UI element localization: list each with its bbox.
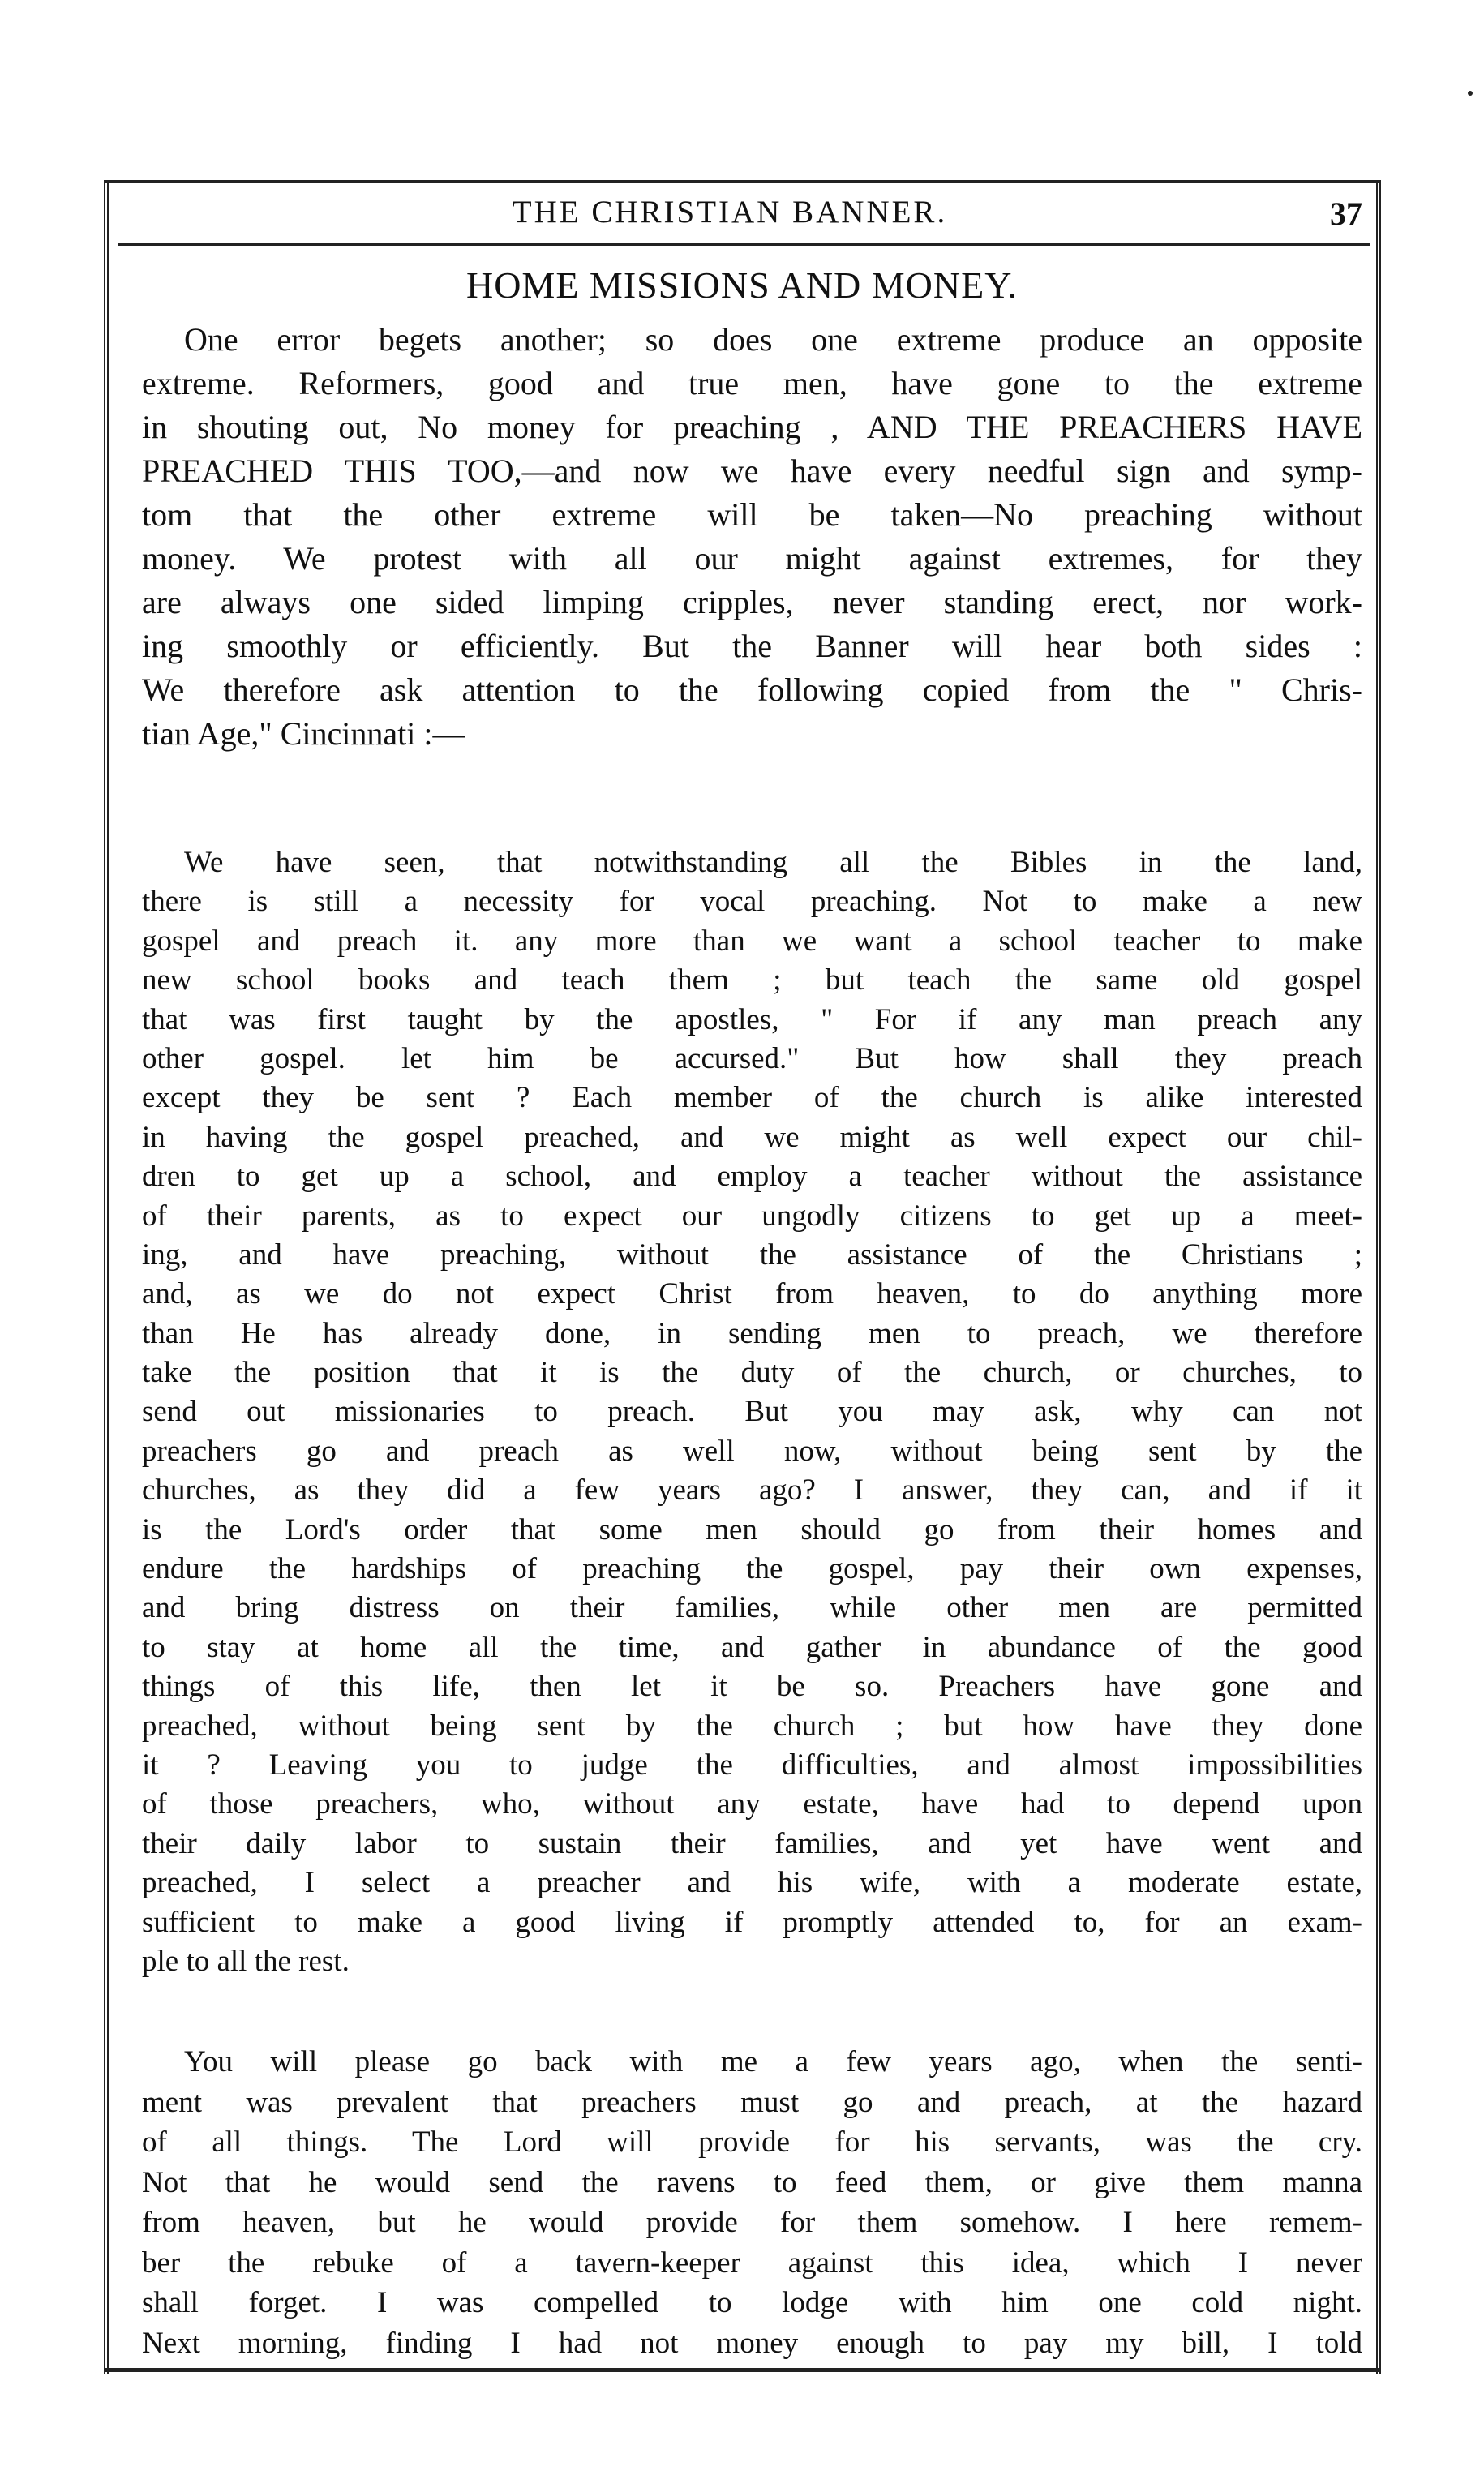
bottom-rule (104, 2368, 1381, 2372)
text-line: Next morning, finding I had not money enough to pay my bill, I told (142, 2326, 1362, 2360)
text-line: in shouting out, No money for preaching , AND THE PREACHERS HAVE (142, 409, 1362, 445)
text-line: are always one sided limping cripples, never standing erect, nor work- (142, 584, 1362, 620)
text-line: in having the gospel preached, and we might as well expect our chil- (142, 1120, 1362, 1154)
text-line: We therefore ask attention to the following copied from the " Chris- (142, 671, 1362, 708)
text-line: shall forget. I was compelled to lodge with him one cold night. (142, 2286, 1362, 2319)
text-line: of their parents, as to expect our ungodly citizens to get up a meet- (142, 1199, 1362, 1233)
text-line: Not that he would send the ravens to feed them, or give them manna (142, 2165, 1362, 2199)
text-line: and bring distress on their families, while other men are permitted (142, 1591, 1362, 1625)
text-line: One error begets another; so does one extreme produce an opposite (184, 321, 1362, 358)
text-line: it ? Leaving you to judge the difficulties, and almost impossibilities (142, 1748, 1362, 1782)
text-line: take the position that it is the duty of the church, or churches, to (142, 1356, 1362, 1390)
text-line: churches, as they did a few years ago? I answer, they can, and if it (142, 1473, 1362, 1508)
text-line: new school books and teach them ; but teach the same old gospel (142, 963, 1362, 997)
text-line: there is still a necessity for vocal preaching. Not to make a new (142, 885, 1362, 919)
text-line: dren to get up a school, and employ a teacher without the assistance (142, 1160, 1362, 1194)
text-line: ple to all the rest. (142, 1944, 350, 1978)
text-line: You will please go back with me a few years ago, when the senti- (184, 2045, 1362, 2078)
page-number: 37 (1330, 195, 1362, 232)
text-line: ing smoothly or efficiently. But the Banner will hear both sides : (142, 628, 1362, 664)
text-line: preached, without being sent by the church ; but how have they done (142, 1709, 1362, 1743)
text-line: from heaven, but he would provide for them somehow. I here remem- (142, 2206, 1362, 2239)
text-line: money. We protest with all our might against extremes, for they (142, 540, 1362, 577)
text-line: is the Lord's order that some men should go from their homes and (142, 1512, 1362, 1546)
text-line: to stay at home all the time, and gather in abundance of the good (142, 1630, 1362, 1664)
text-line: than He has already done, in sending men to preach, we therefore (142, 1316, 1362, 1350)
intro-paragraph (142, 318, 1362, 756)
text-line: other gospel. let him be accursed." But how shall they preach (142, 1041, 1362, 1075)
text-line: We have seen, that notwithstanding all the Bibles in the land, (184, 846, 1362, 879)
text-line: send out missionaries to preach. But you may ask, why can not (142, 1395, 1362, 1429)
text-line: ber the rebuke of a tavern-keeper against this idea, which I never (142, 2246, 1362, 2280)
quoted-paragraph (142, 843, 1362, 1981)
text-line: and, as we do not expect Christ from heaven, to do anything more (142, 1277, 1362, 1311)
text-line: of all things. The Lord will provide for his servants, was the cry. (142, 2126, 1362, 2159)
text-line: that was first taught by the apostles, " For if any man preach any (142, 1002, 1362, 1036)
stray-ink-dot (1468, 91, 1473, 96)
header-rule (118, 243, 1370, 246)
top-rule (104, 180, 1381, 183)
article-title: HOME MISSIONS AND MONEY. (465, 264, 1019, 306)
text-line: ment was prevalent that preachers must go and preach, at the hazard (142, 2085, 1362, 2119)
text-line: preachers go and preach as well now, without being sent by the (142, 1434, 1362, 1468)
text-line: sufficient to make a good living if promptly attended to, for an exam- (142, 1905, 1362, 1939)
text-line: tom that the other extreme will be taken—No preaching without (142, 496, 1362, 533)
text-line: except they be sent ? Each member of the church is alike interested (142, 1081, 1362, 1115)
text-line: gospel and preach it. any more than we want a school teacher to make (142, 924, 1362, 958)
text-line: ing, and have preaching, without the assistance of the Christians ; (142, 1238, 1362, 1272)
text-line: PREACHED THIS TOO,—and now we have every needful sign and symp- (142, 453, 1362, 489)
text-line: extreme. Reformers, good and true men, have gone to the extreme (142, 365, 1362, 401)
final-paragraph (142, 2042, 1362, 2363)
text-line: of those preachers, who, without any estate, have had to depend upon (142, 1787, 1362, 1821)
running-head: THE CHRISTIAN BANNER. (512, 195, 948, 229)
text-line: endure the hardships of preaching the gospel, pay their own expenses, (142, 1552, 1362, 1586)
text-line: tian Age," Cincinnati :— (142, 715, 465, 752)
text-line: preached, I select a preacher and his wife, with a moderate estate, (142, 1866, 1362, 1900)
text-line: their daily labor to sustain their families, and yet have went and (142, 1826, 1362, 1860)
text-line: things of this life, then let it be so. Preachers have gone and (142, 1670, 1362, 1704)
